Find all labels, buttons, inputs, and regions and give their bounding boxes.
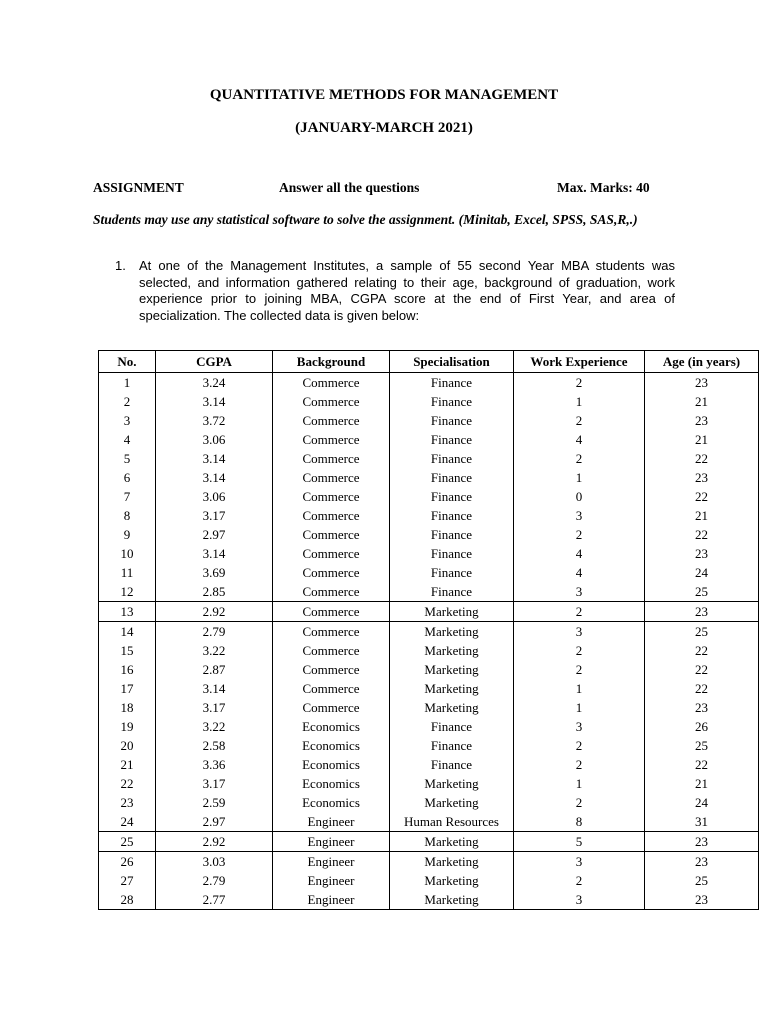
table-body [99,373,759,910]
table-row [99,890,759,910]
cell-no: 8 [99,506,156,525]
cell-age: 22 [645,449,759,468]
cell-background: Engineer [273,871,390,890]
cell-work-experience: 2 [514,449,645,468]
cell-age: 23 [645,852,759,872]
cell-specialisation: Finance [390,582,514,602]
cell-background: Commerce [273,411,390,430]
cell-cgpa: 3.14 [156,392,273,411]
cell-no: 21 [99,755,156,774]
cell-no: 20 [99,736,156,755]
cell-cgpa: 3.69 [156,563,273,582]
cell-no: 1 [99,373,156,393]
cell-age: 21 [645,774,759,793]
table-row [99,660,759,679]
cell-work-experience: 3 [514,852,645,872]
cell-work-experience: 3 [514,582,645,602]
cell-age: 31 [645,812,759,832]
table-row [99,812,759,832]
cell-specialisation: Marketing [390,660,514,679]
table-row [99,602,759,622]
cell-work-experience: 2 [514,411,645,430]
cell-no: 23 [99,793,156,812]
question-text: At one of the Management Institutes, a sample of 55 second Year MBA students was selected, and information gathered relating to their age, background of graduation, work experience prior to joining MBA, CGPA score at the end of First Year, and area of specialization. The collected data is given below: [139,258,675,323]
cell-specialisation: Finance [390,449,514,468]
cell-background: Economics [273,736,390,755]
cell-age: 23 [645,544,759,563]
software-note: Students may use any statistical software to solve the assignment. (Minitab, Excel, SPSS, SAS,R,.) [93,212,638,227]
cell-work-experience: 2 [514,641,645,660]
cell-no: 4 [99,430,156,449]
table-row [99,487,759,506]
cell-work-experience: 4 [514,563,645,582]
cell-specialisation: Marketing [390,832,514,852]
cell-work-experience: 2 [514,525,645,544]
cell-age: 23 [645,890,759,910]
cell-age: 24 [645,793,759,812]
cell-age: 22 [645,679,759,698]
cell-background: Commerce [273,641,390,660]
cell-age: 22 [645,755,759,774]
cell-specialisation: Marketing [390,641,514,660]
cell-work-experience: 8 [514,812,645,832]
max-marks: Max. Marks: 40 [557,180,650,195]
document-title: QUANTITATIVE METHODS FOR MANAGEMENT [209,87,559,103]
cell-no: 10 [99,544,156,563]
cell-work-experience: 3 [514,717,645,736]
cell-cgpa: 3.17 [156,698,273,717]
header-age: Age (in years) [645,351,759,373]
cell-age: 23 [645,698,759,717]
table-row [99,392,759,411]
cell-age: 21 [645,506,759,525]
cell-work-experience: 2 [514,793,645,812]
cell-background: Economics [273,774,390,793]
cell-specialisation: Finance [390,411,514,430]
cell-cgpa: 2.79 [156,622,273,642]
cell-cgpa: 3.14 [156,449,273,468]
cell-no: 17 [99,679,156,698]
cell-work-experience: 2 [514,660,645,679]
cell-background: Commerce [273,602,390,622]
cell-no: 13 [99,602,156,622]
cell-cgpa: 2.58 [156,736,273,755]
cell-specialisation: Marketing [390,698,514,717]
cell-specialisation: Finance [390,544,514,563]
document-period: (JANUARY-MARCH 2021) [295,120,473,136]
cell-specialisation: Human Resources [390,812,514,832]
cell-specialisation: Marketing [390,890,514,910]
cell-cgpa: 3.03 [156,852,273,872]
table-row [99,563,759,582]
cell-age: 22 [645,487,759,506]
cell-background: Commerce [273,679,390,698]
cell-specialisation: Marketing [390,871,514,890]
cell-work-experience: 4 [514,430,645,449]
cell-work-experience: 2 [514,602,645,622]
table-row [99,717,759,736]
cell-age: 23 [645,832,759,852]
cell-no: 5 [99,449,156,468]
cell-background: Commerce [273,698,390,717]
cell-no: 25 [99,832,156,852]
cell-age: 22 [645,525,759,544]
header-work-experience: Work Experience [514,351,645,373]
table-row [99,698,759,717]
cell-cgpa: 3.14 [156,544,273,563]
cell-specialisation: Finance [390,430,514,449]
cell-background: Commerce [273,660,390,679]
table-row [99,411,759,430]
cell-background: Economics [273,793,390,812]
cell-no: 16 [99,660,156,679]
cell-no: 22 [99,774,156,793]
table-row [99,736,759,755]
table-row [99,622,759,642]
cell-specialisation: Finance [390,506,514,525]
cell-cgpa: 3.72 [156,411,273,430]
cell-specialisation: Marketing [390,793,514,812]
table-header-row [99,351,759,373]
cell-age: 25 [645,736,759,755]
cell-work-experience: 2 [514,736,645,755]
header-cgpa: CGPA [156,351,273,373]
cell-no: 28 [99,890,156,910]
cell-work-experience: 1 [514,698,645,717]
cell-specialisation: Finance [390,525,514,544]
cell-background: Commerce [273,582,390,602]
table-row [99,506,759,525]
cell-cgpa: 2.97 [156,525,273,544]
cell-cgpa: 2.79 [156,871,273,890]
cell-background: Engineer [273,852,390,872]
cell-age: 23 [645,411,759,430]
cell-cgpa: 3.22 [156,641,273,660]
table-row [99,525,759,544]
cell-specialisation: Finance [390,468,514,487]
cell-age: 23 [645,468,759,487]
cell-specialisation: Marketing [390,602,514,622]
table-row [99,582,759,602]
cell-age: 23 [645,373,759,393]
table-row [99,449,759,468]
table-row [99,755,759,774]
assignment-label: ASSIGNMENT [93,180,184,195]
cell-work-experience: 3 [514,890,645,910]
cell-no: 2 [99,392,156,411]
cell-specialisation: Marketing [390,679,514,698]
cell-background: Commerce [273,430,390,449]
cell-background: Commerce [273,373,390,393]
header-no: No. [99,351,156,373]
cell-age: 25 [645,582,759,602]
table-row [99,468,759,487]
question-number: 1. [115,258,126,273]
cell-age: 26 [645,717,759,736]
cell-cgpa: 3.14 [156,679,273,698]
cell-age: 25 [645,871,759,890]
cell-work-experience: 4 [514,544,645,563]
header-specialisation: Specialisation [390,351,514,373]
cell-specialisation: Finance [390,487,514,506]
cell-work-experience: 0 [514,487,645,506]
cell-cgpa: 2.92 [156,832,273,852]
cell-work-experience: 3 [514,622,645,642]
cell-no: 7 [99,487,156,506]
cell-background: Commerce [273,506,390,525]
cell-specialisation: Finance [390,717,514,736]
cell-work-experience: 1 [514,392,645,411]
cell-cgpa: 3.06 [156,430,273,449]
cell-cgpa: 3.22 [156,717,273,736]
cell-cgpa: 3.17 [156,506,273,525]
cell-work-experience: 2 [514,373,645,393]
table-row [99,852,759,872]
table-row [99,641,759,660]
cell-specialisation: Finance [390,736,514,755]
table-row [99,679,759,698]
cell-background: Economics [273,717,390,736]
cell-work-experience: 1 [514,774,645,793]
cell-work-experience: 5 [514,832,645,852]
cell-specialisation: Finance [390,373,514,393]
cell-cgpa: 2.59 [156,793,273,812]
cell-no: 14 [99,622,156,642]
assignment-instruction: Answer all the questions [279,180,420,195]
cell-no: 26 [99,852,156,872]
cell-cgpa: 3.17 [156,774,273,793]
cell-cgpa: 3.06 [156,487,273,506]
cell-no: 9 [99,525,156,544]
cell-work-experience: 1 [514,468,645,487]
table-row [99,793,759,812]
cell-no: 27 [99,871,156,890]
cell-work-experience: 3 [514,506,645,525]
cell-background: Engineer [273,812,390,832]
cell-age: 24 [645,563,759,582]
cell-no: 11 [99,563,156,582]
cell-cgpa: 3.24 [156,373,273,393]
cell-specialisation: Marketing [390,852,514,872]
cell-specialisation: Marketing [390,774,514,793]
cell-specialisation: Marketing [390,622,514,642]
question-1 [115,258,675,324]
cell-background: Commerce [273,622,390,642]
cell-no: 3 [99,411,156,430]
cell-background: Commerce [273,449,390,468]
cell-no: 15 [99,641,156,660]
header-background: Background [273,351,390,373]
table-row [99,774,759,793]
cell-age: 25 [645,622,759,642]
table-row [99,871,759,890]
cell-cgpa: 3.36 [156,755,273,774]
cell-age: 22 [645,660,759,679]
cell-cgpa: 2.97 [156,812,273,832]
cell-background: Commerce [273,468,390,487]
cell-cgpa: 2.87 [156,660,273,679]
table-row [99,832,759,852]
cell-background: Commerce [273,544,390,563]
cell-background: Commerce [273,525,390,544]
cell-age: 22 [645,641,759,660]
cell-age: 21 [645,430,759,449]
cell-no: 12 [99,582,156,602]
cell-specialisation: Finance [390,392,514,411]
cell-background: Engineer [273,890,390,910]
cell-work-experience: 2 [514,871,645,890]
cell-age: 23 [645,602,759,622]
table-row [99,373,759,393]
cell-background: Economics [273,755,390,774]
cell-specialisation: Finance [390,755,514,774]
cell-background: Commerce [273,487,390,506]
cell-no: 6 [99,468,156,487]
cell-background: Commerce [273,563,390,582]
cell-cgpa: 2.92 [156,602,273,622]
cell-cgpa: 2.77 [156,890,273,910]
student-data-table [98,350,759,910]
table-row [99,544,759,563]
cell-specialisation: Finance [390,563,514,582]
cell-no: 24 [99,812,156,832]
cell-no: 19 [99,717,156,736]
cell-cgpa: 3.14 [156,468,273,487]
cell-background: Commerce [273,392,390,411]
cell-age: 21 [645,392,759,411]
cell-cgpa: 2.85 [156,582,273,602]
cell-background: Engineer [273,832,390,852]
table-row [99,430,759,449]
cell-no: 18 [99,698,156,717]
cell-work-experience: 2 [514,755,645,774]
cell-work-experience: 1 [514,679,645,698]
